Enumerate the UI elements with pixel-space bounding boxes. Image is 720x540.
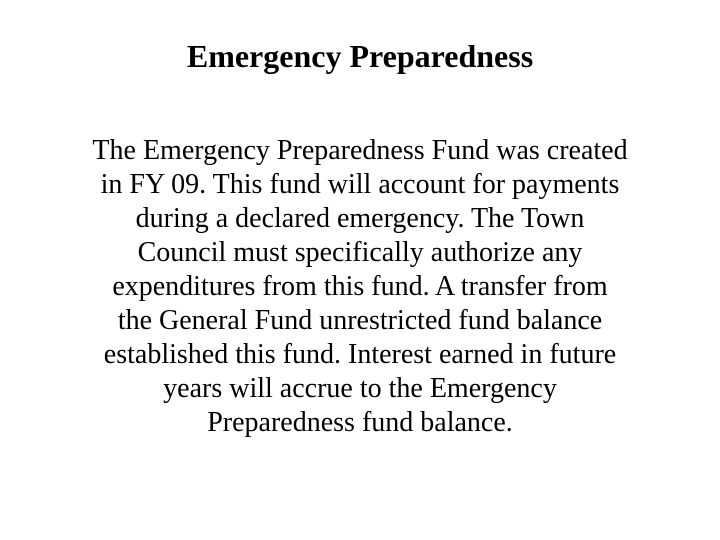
slide-title: Emergency Preparedness [186, 38, 534, 74]
body-line: in FY 09. This fund will account for payments [100, 169, 620, 200]
body-line: The Emergency Preparedness Fund was created [92, 135, 628, 166]
body-line: the General Fund unrestricted fund balance [117, 305, 603, 336]
body-line: established this fund. Interest earned in future [103, 339, 617, 370]
body-line: during a declared emergency. The Town [135, 203, 585, 234]
body-line: expenditures from this fund. A transfer from [112, 271, 608, 302]
slide-body [30, 134, 690, 440]
body-line: years will accrue to the Emergency [163, 373, 557, 404]
body-line: Preparedness fund balance. [207, 407, 513, 438]
body-line: Council must specifically authorize any [137, 237, 583, 268]
